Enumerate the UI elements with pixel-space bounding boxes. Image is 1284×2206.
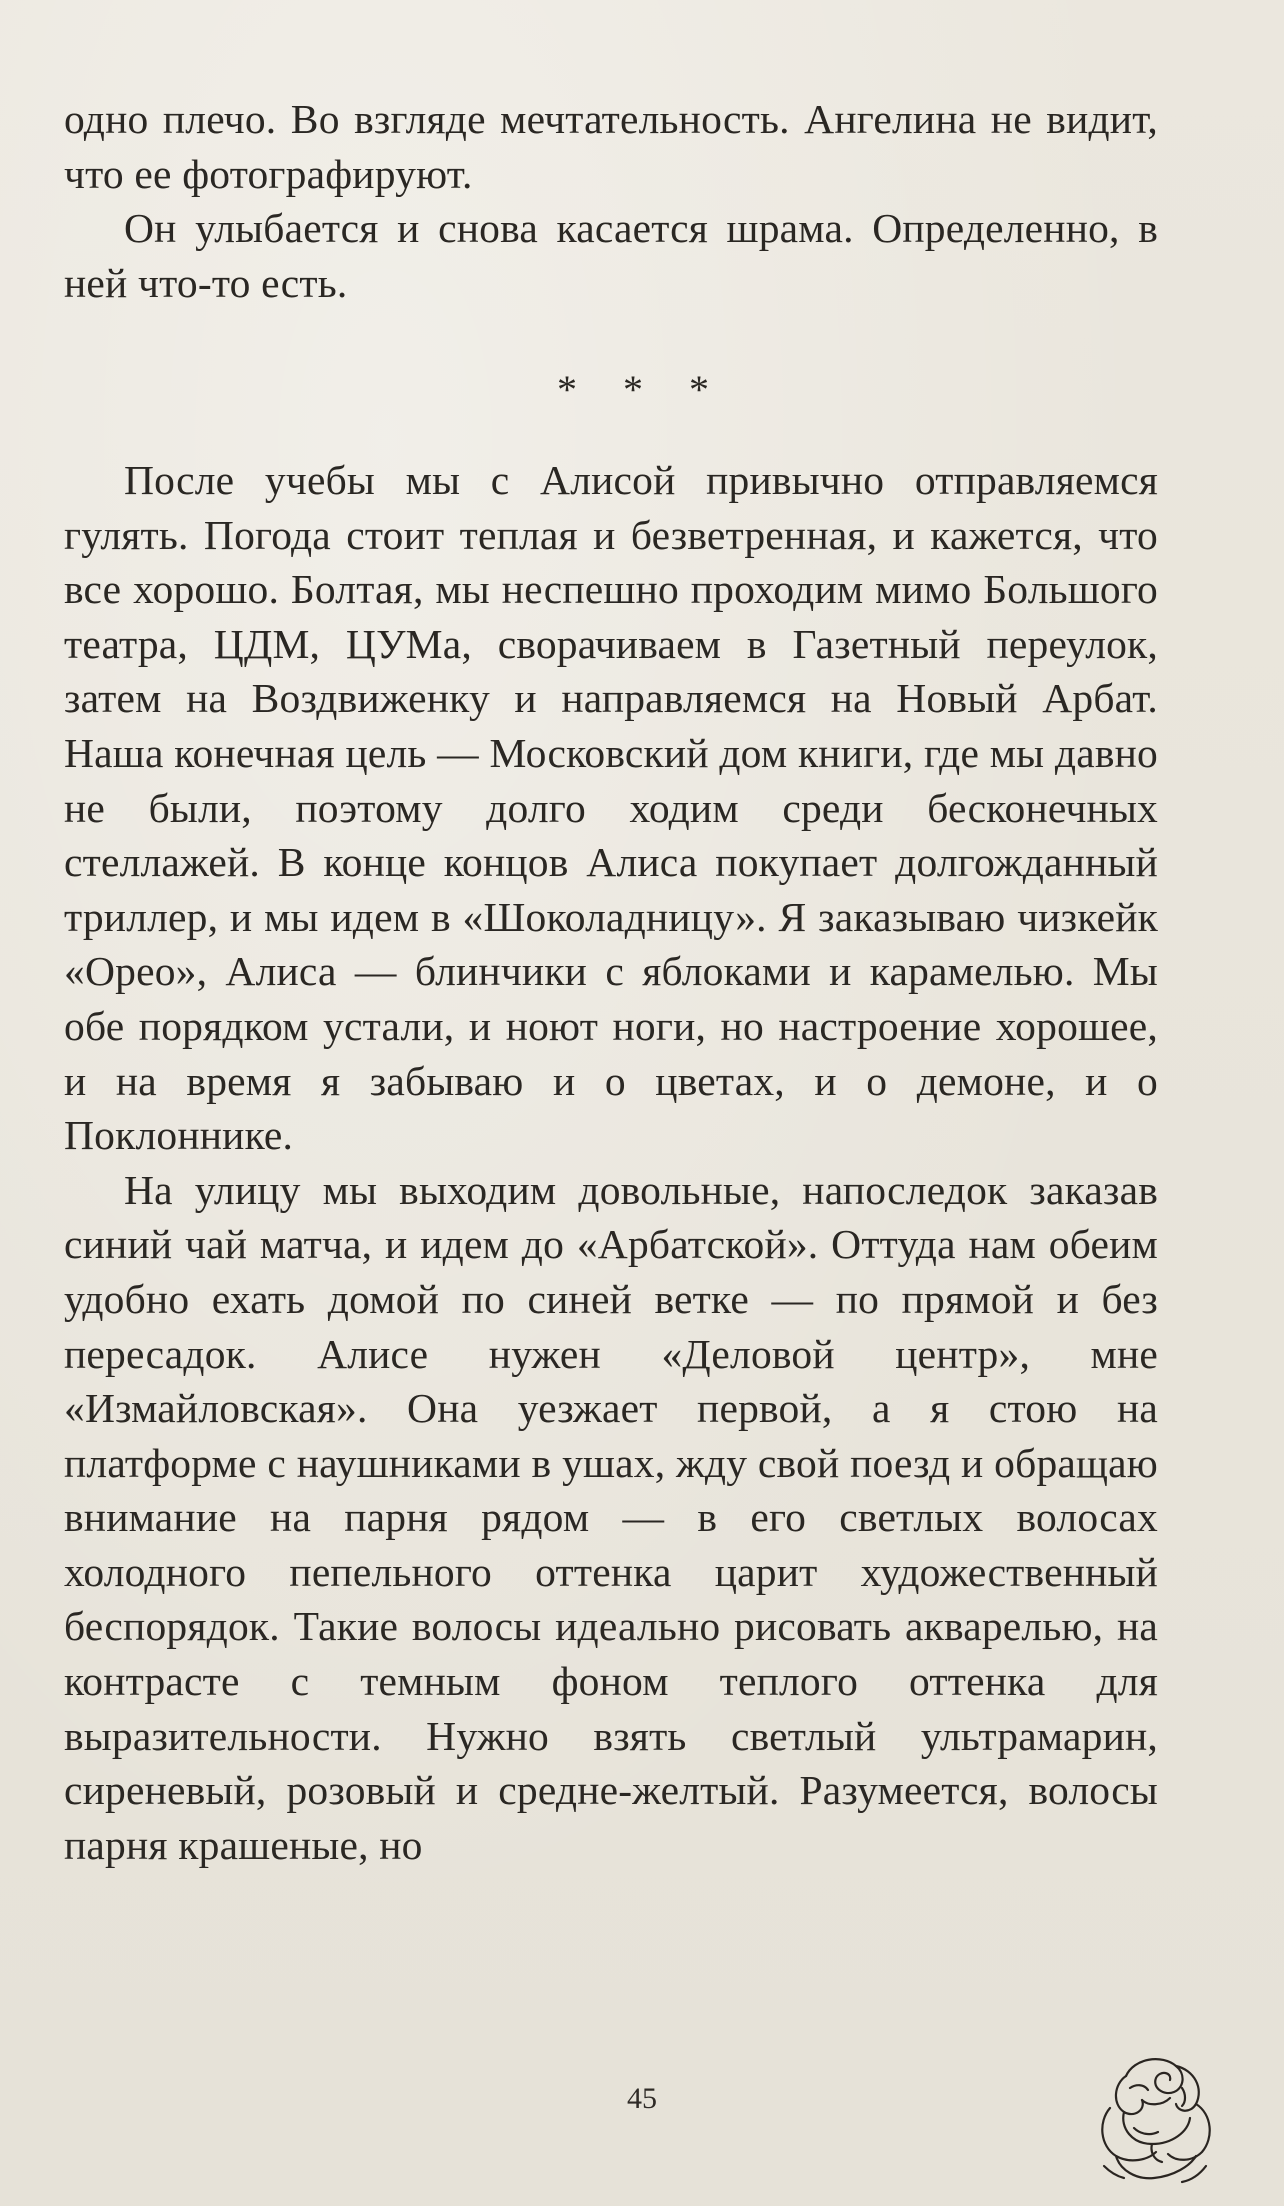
rose-icon — [1090, 2048, 1220, 2186]
paragraph-scar: Он улыбается и снова касается шрама. Определенно, в ней что-то есть. — [64, 205, 1158, 306]
main-text-block — [64, 453, 1158, 1872]
top-text-block — [64, 92, 1158, 310]
section-separator: * * * — [557, 367, 727, 412]
paragraph-continuation: одно плечо. Во взгляде мечтательность. Ангелина не видит, что ее фотографируют. — [64, 96, 1158, 197]
paragraph-metro: На улицу мы выходим довольные, напоследок заказав синий чай матча, и идем до «Арбатской». Оттуда нам обеим удобно ехать домой по синей ветке — по прямой и без пересадок. Алисе нужен «Деловой центр», мне «Измайловская». Она уезжает первой, а я стою на платформе с наушниками в ушах, жду свой поезд и обращаю внимание на парня рядом — в его светлых волосах холодного пепельного оттенка царит художественный беспорядок. Такие волосы идеально рисовать акварелью, на контрасте с темным фоном теплого оттенка для выразительности. Нужно взять светлый ультрамарин, сиреневый, розовый и средне-желтый. Разумеется, волосы парня крашеные, но — [64, 1166, 1158, 1868]
page-number: 45 — [627, 2082, 657, 2115]
paragraph-walk: После учебы мы с Алисой привычно отправляемся гулять. Погода стоит теплая и безветренная, и кажется, что все хорошо. Болтая, мы неспешно проходим мимо Большого театра, ЦДМ, ЦУМа, сворачиваем в Газетный переулок, затем на Воздвиженку и направляемся на Новый Арбат. Наша конечная цель — Московский дом книги, где мы давно не были, поэтому долго ходим среди бесконечных стеллажей. В конце концов Алиса покупает долгожданный триллер, и мы идем в «Шоколадницу». Я заказываю чизкейк «Орео», Алиса — блинчики с яблоками и карамелью. Мы обе порядком устали, и ноют ноги, но настроение хорошее, и на время я забываю и о цветах, и о демоне, и о Поклоннике. — [64, 457, 1158, 1159]
